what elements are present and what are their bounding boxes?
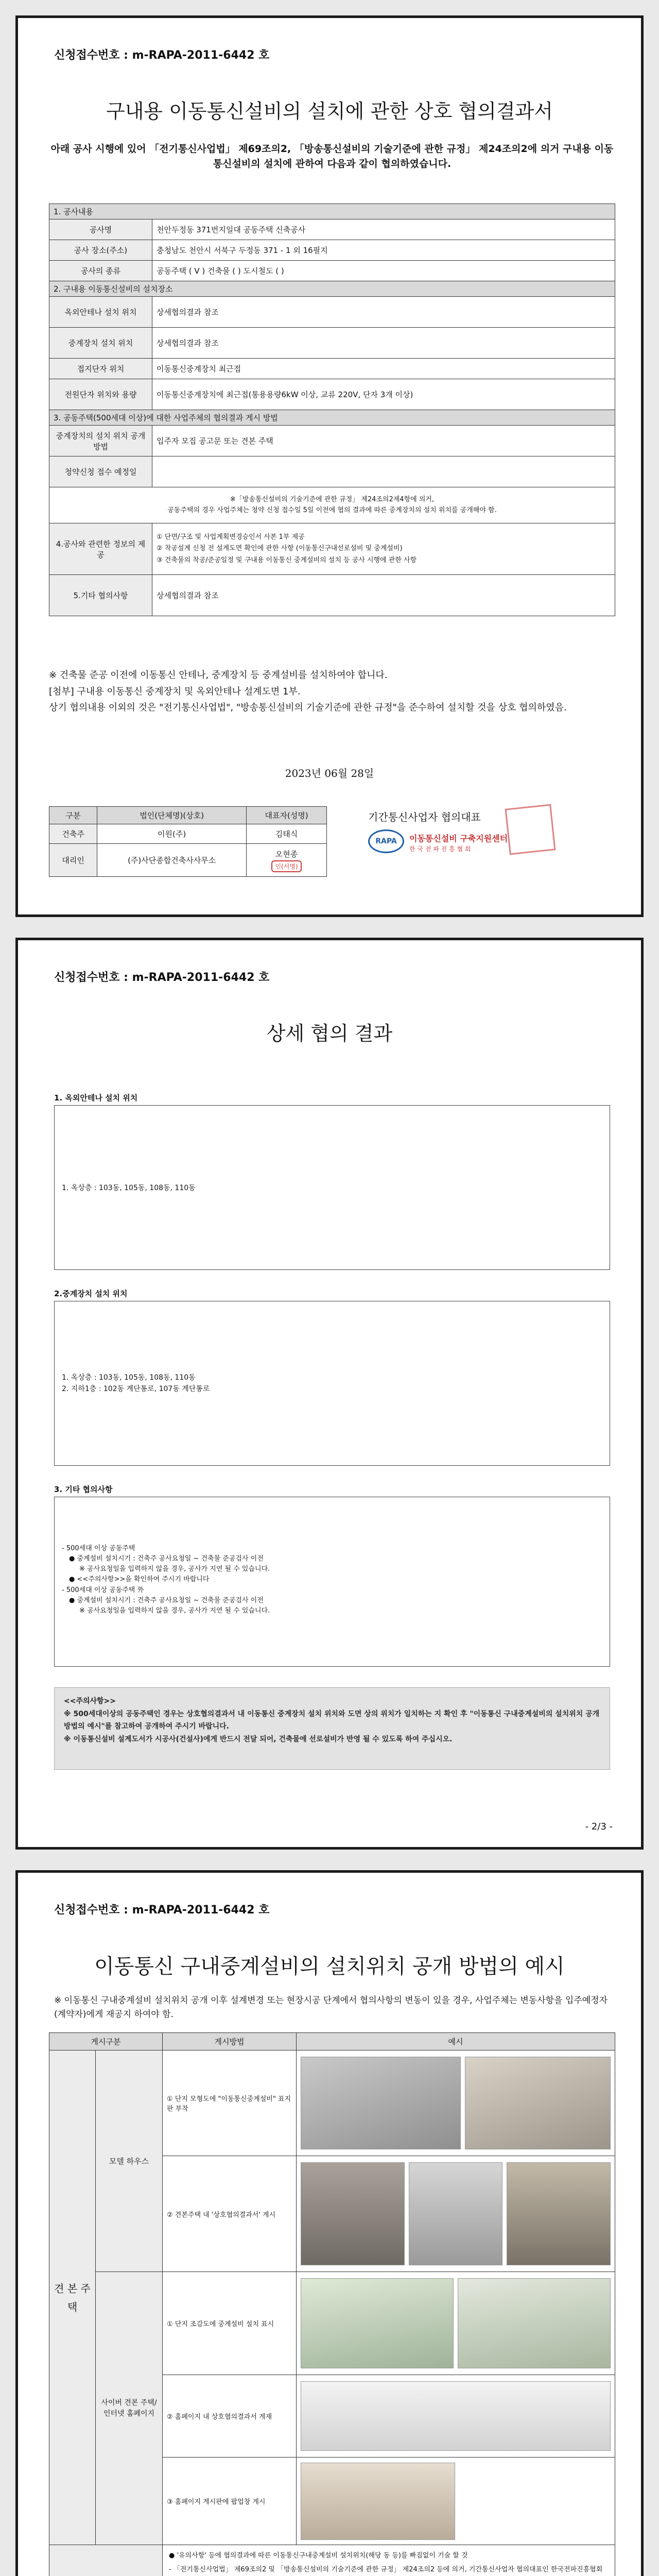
value-power: 이동통신중계장치에 최근접(통용용량6kW 이상, 교류 220V, 단자 3개 이상) — [152, 379, 615, 410]
category-cyber: 사이버 견본 주택/ 인터넷 홈페이지 — [96, 2272, 163, 2545]
value-other: 상세협의결과 참조 — [152, 575, 615, 616]
popup-screenshot — [301, 2463, 455, 2540]
section-repeater-header: 2.중계장치 설치 위치 — [54, 1289, 128, 1298]
header-example: 예시 — [297, 2033, 615, 2050]
announcement-content — [163, 2545, 615, 2576]
other-line-7: ※ 공사요청일을 입력하지 않을 경우, 공사가 지연 될 수 있습니다. — [79, 1606, 270, 1615]
page-title: 이동통신 구내중계설비의 설치위치 공개 방법의 예시 — [94, 1955, 565, 1978]
announcement-line-1: ● '유의사항' 등에 협의결과에 따른 이동통신구내중계설비 설치위치(해당 동 등)를 빠짐없이 기술 할 것 — [169, 2552, 468, 2560]
other-matters-box — [54, 1497, 610, 1667]
antenna-location-text: 1. 옥상층 : 103동, 105동, 108동, 110동 — [62, 1184, 196, 1192]
other-line-4: ● <<주의사항>>을 확인하여 주시기 바랍니다 — [69, 1575, 210, 1584]
example-cyber-3 — [297, 2458, 615, 2545]
page-number: - 2/3 - — [585, 1821, 613, 1832]
regulation-reference — [49, 487, 615, 523]
registration-number: 신청접수번호 : m-RAPA-2011-6442 호 — [54, 971, 270, 984]
method-cyber-1: ① 단지 조감도에 중계설비 설치 표시 — [163, 2272, 297, 2375]
value-publish-method: 입주자 모집 공고문 또는 견본 주택 — [152, 426, 615, 456]
warning-header: <<주의사항>> — [64, 1697, 116, 1705]
model-photo-2 — [465, 2057, 611, 2149]
sig-agent-label: 대리인 — [49, 844, 97, 877]
rapa-official-seal — [505, 804, 556, 855]
red-seal-stamp: 인(서명) — [271, 860, 301, 872]
other-line-2: ● 중계설비 설치시기 : 건축주 공사요청일 ~ 건축물 준공검사 이전 — [69, 1555, 264, 1563]
other-line-1: - 500세대 이상 공동주택 — [62, 1545, 135, 1552]
value-work-type: 공동주택 ( V ) 건축물 ( ) 도시철도 ( ) — [152, 261, 615, 281]
label-other: 5.기타 협의사항 — [49, 575, 152, 616]
sig-agent-rep-cell — [247, 844, 327, 877]
note-1: ※ 건축물 준공 이전에 이동통신 안테나, 중계장치 등 중계설비를 설치하여야 합니다. — [49, 670, 388, 681]
model-photo-3 — [301, 2162, 405, 2265]
page-1 — [15, 15, 644, 917]
note-2: [첨부] 구내용 이동통신 중계장치 및 옥외안테나 설계도면 1부. — [49, 686, 301, 697]
category-model-house: 모델 하우스 — [96, 2050, 163, 2272]
category-show-house: 견 본 주 택 — [49, 2050, 96, 2545]
label-ground: 접지단자 위치 — [49, 359, 152, 379]
homepage-screenshot — [301, 2381, 611, 2451]
example-cyber-1 — [297, 2272, 615, 2375]
other-line-3: ※ 공사요청일을 입력하지 않을 경우, 공사가 지연 될 수 있습니다. — [79, 1565, 270, 1573]
label-work-type: 공사의 종류 — [49, 261, 152, 281]
aerial-view-2 — [458, 2278, 611, 2368]
warning-box — [54, 1687, 610, 1770]
intro-text: 아래 공사 시행에 있어 「전기통신사업법」 제69조의2, 「방송통신설비의 기술기준에 관한 규정」 제24조의2에 의거 구내용 이동통신설비의 설치에 관하여 다음과 같이 협의하였습니다. — [50, 143, 614, 170]
info-item-3: ③ 건축물의 착공/준공일정 및 구내용 이동통신 중계설비의 설치 등 공사 시행에 관한 사항 — [157, 556, 417, 564]
section-3-header: 3. 공동주택(500세대 이상)에 대한 사업주체의 협의결과 게시 방법 — [49, 410, 615, 426]
info-item-2: ② 착공설계 신청 전 설계도면 확인에 관한 사항 (이동통신구내선로설비 및 중계설비) — [157, 545, 403, 553]
sig-owner-rep: 김태식 — [247, 824, 327, 844]
label-repeater: 중계장치 설치 위치 — [49, 328, 152, 359]
section-antenna-header: 1. 옥외안테나 설치 위치 — [54, 1093, 138, 1103]
page-title: 구내용 이동통신설비의 설치에 관한 상호 협의결과서 — [106, 100, 553, 123]
example-cyber-2 — [297, 2375, 615, 2458]
value-antenna: 상세협의결과 참조 — [152, 297, 615, 328]
method-cyber-2: ② 홈페이지 내 상호협의결과서 게재 — [163, 2375, 297, 2458]
sig-header-company: 법인(단체명)(상호) — [97, 807, 247, 824]
label-antenna: 옥외안테나 설치 위치 — [49, 297, 152, 328]
warning-line-1: ※ 500세대이상의 공동주택인 경우는 상호협의결과서 내 이동통신 중계장치 설치 위치와 도면 상의 위치가 일치하는 지 확인 후 "이동통신 구내중계설비의 설치위치 공개 방법의 예시"를 참고하여 공개하여 주시기 바랍니다. — [64, 1709, 600, 1731]
label-project-name: 공사명 — [49, 219, 152, 240]
rapa-label: 기간통신사업자 협의대표 — [368, 811, 481, 823]
sig-agent-rep: 오현종 — [275, 849, 298, 859]
note-3: 상기 협의내용 이외의 것은 "전기통신사업법", "방송통신설비의 기술기준에 관한 규정"을 준수하여 설치할 것을 상호 협의하였음. — [49, 702, 567, 713]
value-ground: 이동통신중계장치 최근접 — [152, 359, 615, 379]
header-method: 게시방법 — [163, 2033, 297, 2050]
examples-table — [49, 2032, 615, 2576]
section-other-header: 3. 기타 협의사항 — [54, 1485, 113, 1494]
sig-agent-company: (주)사단종합건축사사무소 — [97, 844, 247, 877]
intro-text: ※ 이동통신 구내중계설비 설치위치 공개 이후 설계변경 또는 현장시공 단계에서 협의사항의 변동이 있을 경우, 사업주체는 변동사항을 입주예정자(계약자)에게 재공지 하여야 함. — [54, 1995, 608, 2020]
page-2 — [15, 938, 644, 1850]
value-project-name: 천안두정동 371번지일대 공동주택 신축공사 — [152, 219, 615, 240]
repeater-location-line-2: 2. 지하1층 : 102동 계단통로, 107동 계단통로 — [62, 1385, 210, 1393]
label-subscription-date: 청약신청 접수 예정일 — [49, 456, 152, 487]
antenna-location-box — [54, 1105, 610, 1270]
method-model-1: ① 단지 모형도에 "이동통신중계설비" 표지판 부착 — [163, 2050, 297, 2156]
page-3 — [15, 1870, 644, 2576]
regulation-line-1: ※「방송통신설비의 기술기준에 관한 규정」 제24조의2제4항에 의거, — [230, 495, 435, 503]
value-subscription-date — [152, 456, 615, 487]
example-model-2 — [297, 2156, 615, 2272]
header-category: 게시구분 — [49, 2033, 163, 2050]
category-announcement — [49, 2545, 163, 2576]
announcement-line-2: - 「전기통신사업법」 제69조의2 및 「방송통신설비의 기술기준에 관한 규정」 제24조의2 등에 의거, 기간통신사업자 협의대표인 한국전파진흥협회 — [169, 2566, 603, 2574]
rapa-name: 이동통신설비 구축지원센터 — [409, 834, 508, 843]
rapa-logo: RAPA — [368, 829, 404, 853]
regulation-line-2: 공동주택의 경우 사업주체는 청약 신청 접수일 5일 이전에 협의 결과에 따른 중계장치의 설치 위치를 공개해야 함. — [167, 506, 497, 514]
sig-owner-label: 건축주 — [49, 824, 97, 844]
method-model-2: ② 견본주택 내 '상호협의결과서' 게시 — [163, 2156, 297, 2272]
repeater-location-line-1: 1. 옥상층 : 103동, 105동, 108동, 110동 — [62, 1373, 196, 1382]
other-line-6: ● 중계설비 설치시기 : 건축주 공사요청일 ~ 건축물 준공검사 이전 — [69, 1596, 264, 1604]
page-title: 상세 협의 결과 — [266, 1022, 393, 1045]
sig-header-rep: 대표자(성명) — [247, 807, 327, 824]
section-2-header: 2. 구내용 이동통신설비의 설치장소 — [49, 281, 615, 297]
info-item-1: ① 단면/구조 및 사업계획변경승인서 사본 1부 제공 — [157, 533, 305, 541]
signature-table — [49, 806, 327, 877]
value-location: 충청남도 천안시 서북구 두정동 371 - 1 외 16필지 — [152, 240, 615, 261]
sig-owner-company: 이원(주) — [97, 824, 247, 844]
warning-line-2: ※ 이동통신설비 설계도서가 시공사(건설사)에게 반드시 전달 되어, 건축물에 선로설비가 반영 될 수 있도록 하여 주십시오. — [64, 1735, 453, 1743]
label-location: 공사 장소(주소) — [49, 240, 152, 261]
value-info-provision — [152, 523, 615, 575]
registration-number: 신청접수번호 : m-RAPA-2011-6442 호 — [54, 1904, 270, 1917]
signing-date: 2023년 06월 28일 — [285, 767, 374, 779]
method-cyber-3: ③ 홈페이지 게시판에 팝업창 게시 — [163, 2458, 297, 2545]
notes — [49, 667, 615, 716]
sig-header-type: 구분 — [49, 807, 97, 824]
example-model-1 — [297, 2050, 615, 2156]
registration-number: 신청접수번호 : m-RAPA-2011-6442 호 — [54, 49, 270, 62]
other-line-5: - 500세대 이상 공동주택 外 — [62, 1586, 144, 1594]
section-1-header: 1. 공사내용 — [49, 204, 615, 219]
model-photo-5 — [507, 2162, 611, 2265]
model-photo-1 — [301, 2057, 461, 2149]
agreement-table — [49, 204, 615, 616]
label-info-provision: 4.공사와 관련한 정보의 제공 — [49, 523, 152, 575]
value-repeater: 상세협의결과 참조 — [152, 328, 615, 359]
repeater-location-box — [54, 1301, 610, 1466]
label-power: 전원단자 위치와 용량 — [49, 379, 152, 410]
rapa-sub: 한 국 전 파 진 흥 협 회 — [409, 845, 471, 853]
aerial-view-1 — [301, 2278, 454, 2368]
label-publish-method: 중계장치의 설치 위치 공개방법 — [49, 426, 152, 456]
model-photo-4 — [409, 2162, 502, 2265]
